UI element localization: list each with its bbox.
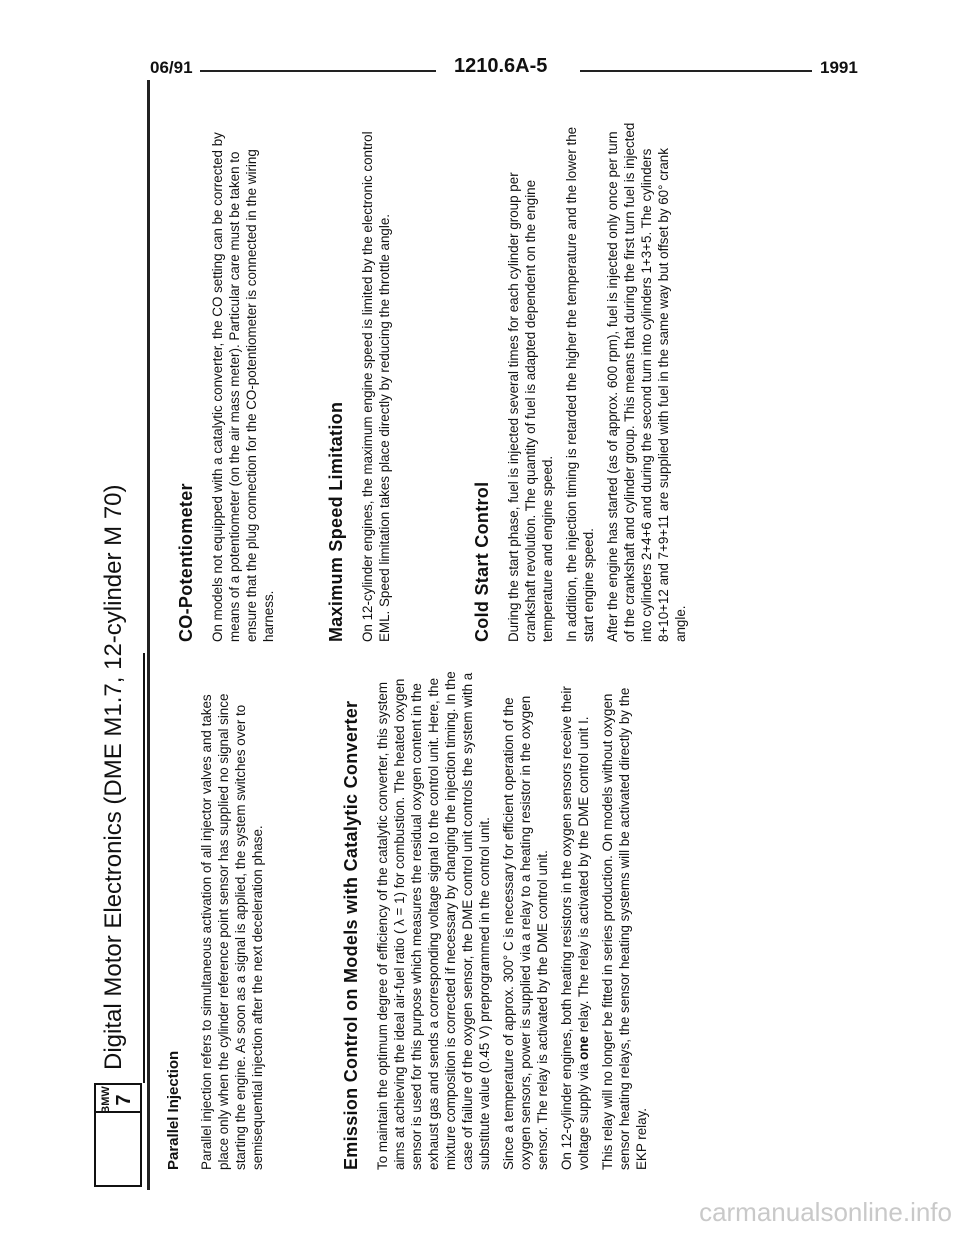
header-date: 06/91 bbox=[150, 58, 193, 77]
heading-emission-control: Emission Control on Models with Catalytic Converter bbox=[341, 700, 361, 1170]
page-title: Digital Motor Electronics (DME M1.7, 12-cylinder M 70) bbox=[100, 484, 127, 1070]
title-row bbox=[88, 67, 148, 1187]
heading-maximum-speed: Maximum Speed Limitation bbox=[326, 401, 346, 642]
paragraph-cold-start-2: In addition, the injection timing is retarded the higher the temperature and the lower the start engine speed. bbox=[564, 126, 596, 642]
heading-cold-start: Cold Start Control bbox=[472, 481, 492, 642]
logo-series: 7 bbox=[113, 1094, 135, 1106]
paragraph-emission-3a: On 12-cylinder engines, both heating resistors in the oxygen sensors receive their voltage supply via bbox=[559, 686, 591, 1170]
paragraph-cold-start-3: After the engine has started (as of approx. 600 rpm), fuel is injected only once per turn of the crankshaft and cylinder group. This means that during the first turn fuel is injected into cylinders 2+4+6 and during the second turn into cylinders 1+3+5. The cylinders 8+10+12 and 7+9+11 are supplied with fuel in the same way but offset by 60° crank angle. bbox=[605, 122, 688, 642]
paragraph-emission-1: To maintain the optimum degree of efficiency of the catalytic converter, this system aims at achieving the ideal air-fuel ratio ( λ = 1) for combustion. The heated oxygen sensor is used for this purpose which measures the residual oxygen content in the exhaust gas and sends a corresponding voltage signal to the control unit. Here, the mixture composition is corrected if necessary by changing the injection timing. In the case of failure of the oxygen sensor, the DME control unit controls the system with a substitute value (0.45 V) preprogrammed in the control unit. bbox=[375, 671, 492, 1170]
heading-parallel-injection: Parallel Injection bbox=[165, 1050, 182, 1170]
emphasis-one: one bbox=[576, 1036, 591, 1060]
heading-co-potentiometer: CO-Potentiometer bbox=[176, 483, 196, 642]
paragraph-maximum-speed: On 12-cylinder engines, the maximum engine speed is limited by the electronic control EML. Speed limitation takes place directly by reducing the throttle angle. bbox=[360, 131, 392, 642]
logo-brand: BMW bbox=[100, 1086, 112, 1114]
paragraph-parallel-injection: Parallel injection refers to simultaneous activation of all injector valves and takes place only when the cylinder reference point sensor has supplied no signal since starting the engine. As soon as a signal is applied, the system switches over to semisequential injection after the next deceleration phase. bbox=[199, 693, 265, 1170]
title-underline bbox=[143, 653, 145, 1083]
paragraph-emission-4: This relay will no longer be fitted in series production. On models without oxygen sensor heating relays, the sensor heating systems will be activated directly by the EKP relay. bbox=[600, 687, 649, 1170]
watermark: carmanualsonline.info bbox=[699, 1197, 952, 1227]
right-column bbox=[178, 122, 696, 642]
bmw-logo bbox=[94, 1083, 142, 1115]
paragraph-emission-2: Since a temperature of approx. 300° C is necessary for efficient operation of the oxygen sensors, power is supplied via a relay to a heating resistor in the oxygen sensor. The relay is activated by the DME control unit. bbox=[501, 695, 550, 1170]
header-doc-code: 1210.6A-5 bbox=[454, 55, 548, 77]
paragraph-co-potentiometer: On models not equipped with a catalytic converter, the CO setting can be corrected by means of a potentiometer (on the air mass meter). Particular care must be taken to ensure that the plug connection for the CO-potentiometer is connected in the wiring harness. bbox=[210, 132, 276, 642]
logo-frame bbox=[94, 1111, 142, 1187]
paragraph-cold-start-1: During the start phase, fuel is injected several times for each cylinder group per crankshaft revolution. The quantity of fuel is adapted dependent on the engine temperature and engine speed. bbox=[506, 172, 555, 642]
paragraph-emission-3b: relay. The relay is activated by the DME control unit I. bbox=[576, 716, 591, 1037]
header-year: 1991 bbox=[820, 58, 858, 77]
left-column bbox=[165, 670, 657, 1170]
paragraph-emission-3 bbox=[558, 670, 592, 1170]
